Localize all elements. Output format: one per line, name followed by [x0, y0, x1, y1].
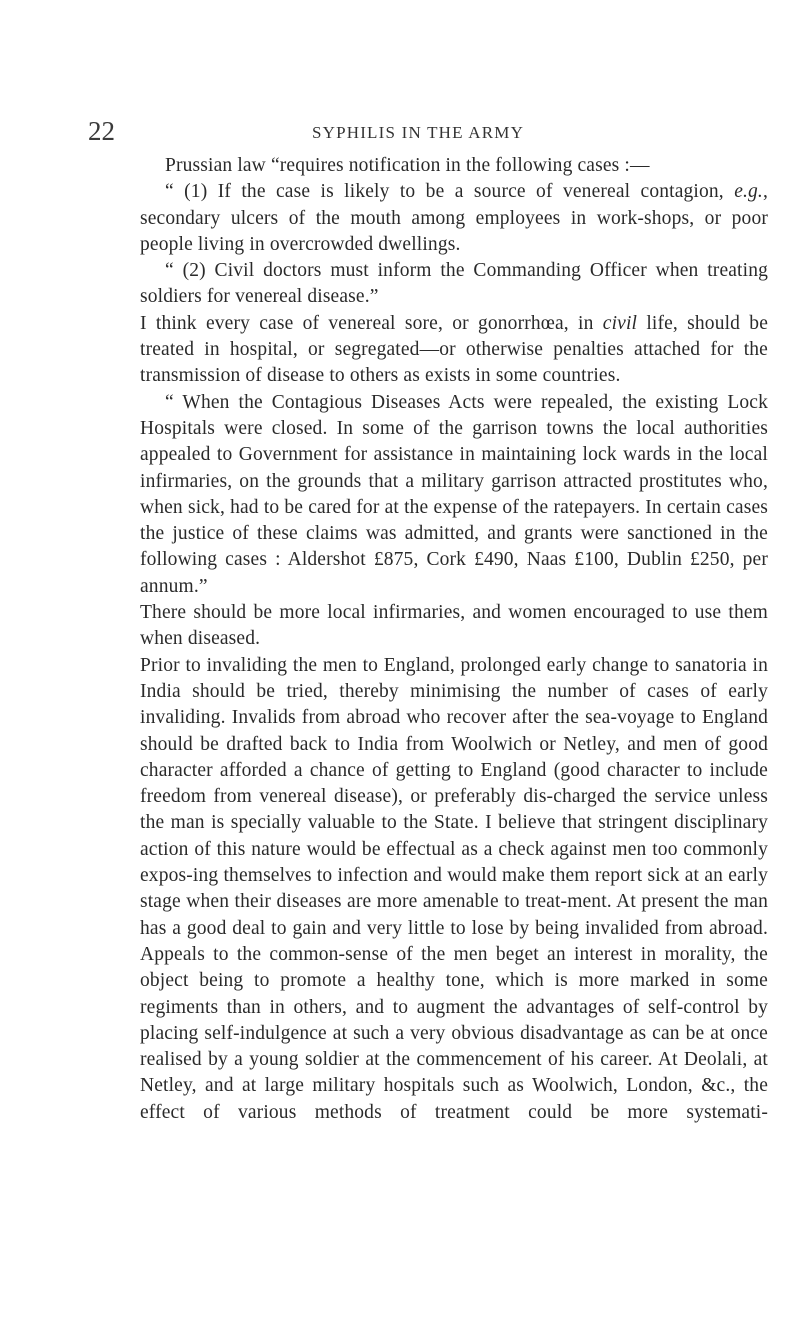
paragraph-case-2: “ (2) Civil doctors must inform the Commanding Officer when treating soldiers for venereal disease.”	[140, 260, 768, 308]
running-title: SYPHILIS IN THE ARMY	[311, 123, 525, 142]
paragraph-venereal-sore	[140, 311, 768, 390]
paragraph-case-1	[140, 179, 768, 258]
case-1-rest: , secondary ulcers of the mouth among employees in work-shops, or poor people living in overcrowded dwellings.	[140, 181, 768, 255]
case-1-eg: e.g.	[734, 181, 763, 203]
venereal-sore-civil: civil	[602, 312, 638, 334]
paragraph-contagious-diseases-acts: “ When the Contagious Diseases Acts were repealed, the existing Lock Hospitals were closed. In some of the garrison towns the local authorities appealed to Government for assistance in maintaining lock wards in the local infirmaries, on the grounds that a military garrison attracted prostitutes who, when sick, had to be cared for at the expense of the ratepayers. In certain cases the justice of these claims was admitted, and grants were sanctioned in the following cases : Aldershot £875, Cork £490, Naas £100, Dublin £250, per annum.”	[140, 391, 768, 597]
paragraph-invaliding: Prior to invaliding the men to England, prolonged early change to sanatoria in India should be tried, thereby minimising the number of cases of early invaliding. Invalids from abroad who recover after the sea-voyage to England should be drafted back to India from Woolwich or Netley, and men of good character afforded a chance of getting to England (good character to include freedom from venereal disease), or preferably dis-charged the service unless the man is specially valuable to the State. I believe that stringent disciplinary action of this nature would be effectual as a check against men too commonly expos-ing themselves to infection and would make them report sick at an early stage when their diseases are more amenable to treat-ment. At present the man has a good deal to gain and very little to lose by being invalided from abroad. Appeals to the common-sense of the men beget an interest in morality, the object being to promote a healthy tone, which is more marked in some regiments than in others, and to augment the advantages of self-control by placing self-indulgence at such a very obvious disadvantage as can be at once realised by a young soldier at the commencement of his career. At Deolali, at Netley, and at large military hospitals such as Woolwich, London, &c., the effect of various methods of treatment could be more systemati-	[140, 654, 768, 1123]
page-body	[140, 153, 768, 1126]
venereal-sore-start: I think every case of venereal sore, or gonorrhœa, in	[140, 312, 603, 334]
case-1-open: “ (1) If the case is likely to be a source of venereal contagion,	[165, 181, 735, 203]
page-number: 22	[88, 116, 115, 146]
venereal-sore-rest: life, should be treated in hospital, or segregated—or otherwise penalties attached for the transmission of disease to others as exists in some countries.	[140, 312, 769, 387]
paragraph-prussian-law: Prussian law “requires notification in the following cases :—	[165, 155, 650, 176]
paragraph-local-infirmaries: There should be more local infirmaries, and women encouraged to use them when diseased.	[140, 602, 768, 650]
running-header	[88, 116, 748, 146]
